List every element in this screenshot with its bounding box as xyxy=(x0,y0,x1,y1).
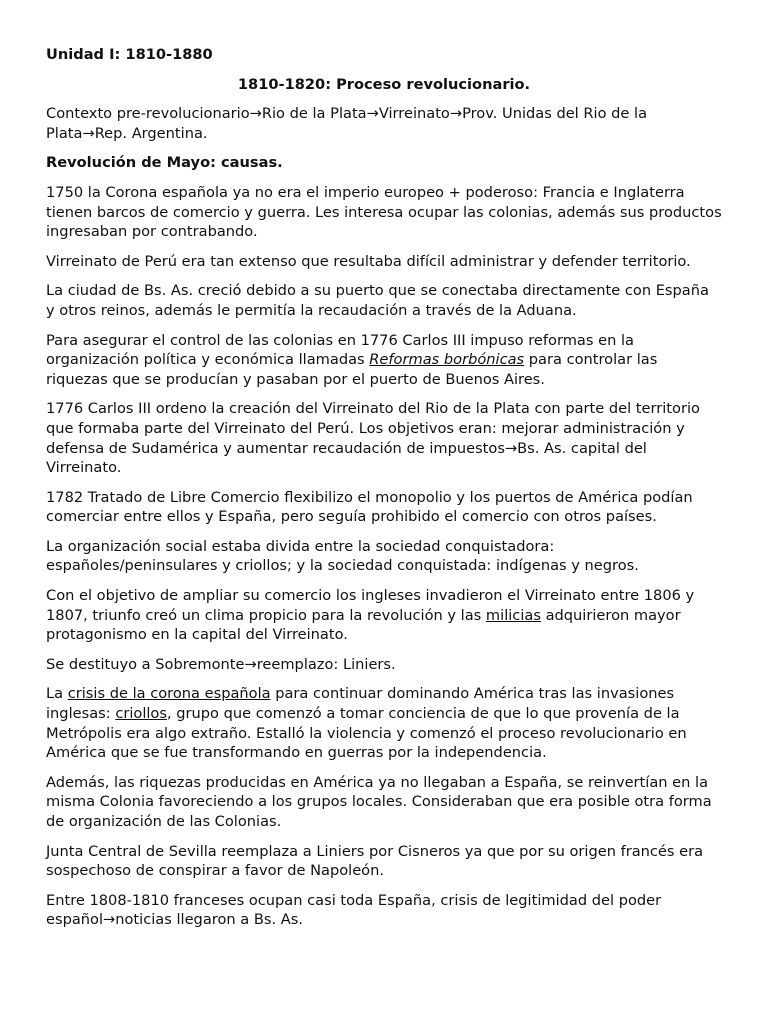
paragraph-1808-1810: Entre 1808-1810 franceses ocupan casi toda España, crisis de legitimidad del poder español→noticias llegaron a Bs. As. xyxy=(46,891,662,929)
crisis-text-before: La xyxy=(46,685,68,703)
context-paragraph: Contexto pre-revolucionario→Rio de la Plata→Virreinato→Prov. Unidas del Rio de la Plata→Rep. Argentina. xyxy=(46,105,648,142)
reformas-text-before: Para asegurar el control de las colonias en 1776 Carlos III impuso reformas en la organización política y económica llamadas xyxy=(46,331,634,369)
reformas-text-after: para controlar las riquezas que se producían y pasaban por el puerto de Buenos Aires. xyxy=(46,351,658,388)
paragraph-riquezas: Además, las riquezas producidas en América ya no llegaban a España, se reinvertían en la misma Colonia favoreciendo a los grupos locales. Consideraban que era posible otra forma de organización de las Colonias. xyxy=(46,773,712,830)
section-title: 1810-1820: Proceso revolucionario. xyxy=(237,75,531,93)
paragraph-invasiones xyxy=(46,586,722,645)
causes-heading: Revolución de Mayo: causas. xyxy=(46,154,283,172)
paragraph-sobremonte: Se destituyo a Sobremonte→reemplazo: Liniers. xyxy=(46,655,396,673)
reformas-borbonicas-term: Reformas borbónicas xyxy=(369,351,525,369)
paragraph-organizacion-social: La organización social estaba divida entre la sociedad conquistadora: españoles/peninsulares y criollos; y la sociedad conquistada: indígenas y negros. xyxy=(46,537,639,575)
unit-title: Unidad I: 1810-1880 xyxy=(46,46,213,63)
paragraph-reformas xyxy=(46,331,722,390)
invasiones-text-before: Con el objetivo de ampliar su comercio los ingleses invadieron el Virreinato entre 1806 y 1807, triunfo creó un clima propicio para la revolución y las xyxy=(46,587,695,624)
criollos-term: criollos xyxy=(115,705,167,723)
paragraph-1782-tratado: 1782 Tratado de Libre Comercio flexibilizo el monopolio y los puertos de América podían comerciar entre ellos y España, pero seguía prohibido el comercio con otros países. xyxy=(46,488,693,526)
paragraph-virreinato-peru: Virreinato de Perú era tan extenso que resultaba difícil administrar y defender territorio. xyxy=(46,252,691,270)
paragraph-junta-sevilla: Junta Central de Sevilla reemplaza a Liniers por Cisneros ya que por su origen francés era sospechoso de conspirar a favor de Napoleón. xyxy=(46,842,704,880)
paragraph-1776-virreinato: 1776 Carlos III ordeno la creación del Virreinato del Rio de la Plata con parte del territorio que formaba parte del Virreinato del Perú. Los objetivos eran: mejorar administración y defensa de Sudamérica y aumentar recaudación de impuestos→Bs. As. capital del Virreinato. xyxy=(46,400,700,477)
crisis-text-after: , grupo que comenzó a tomar conciencia de que lo que provenía de la Metrópolis era algo extraño. Estalló la violencia y comenzó el proceso revolucionario en América que se fue transformando en guerras por la independencia. xyxy=(46,705,687,762)
crisis-text-middle: para continuar dominando América tras las invasiones inglesas: xyxy=(46,685,675,723)
paragraph-bsas-puerto: La ciudad de Bs. As. creció debido a su puerto que se conectaba directamente con España y otros reinos, además le permitía la recaudación a través de la Aduana. xyxy=(46,282,709,319)
crisis-corona-term: crisis de la corona española xyxy=(67,685,271,703)
paragraph-1750: 1750 la Corona española ya no era el imperio europeo + poderoso: Francia e Inglaterra tienen barcos de comercio y guerra. Les interesa ocupar las colonias, además sus productos ingresaban por contrabando. xyxy=(46,183,722,241)
milicias-term: milicias xyxy=(485,606,541,624)
invasiones-text-after: adquirieron mayor protagonismo en la capital del Virreinato. xyxy=(46,606,681,644)
paragraph-crisis xyxy=(46,684,722,762)
document-page xyxy=(46,45,722,940)
